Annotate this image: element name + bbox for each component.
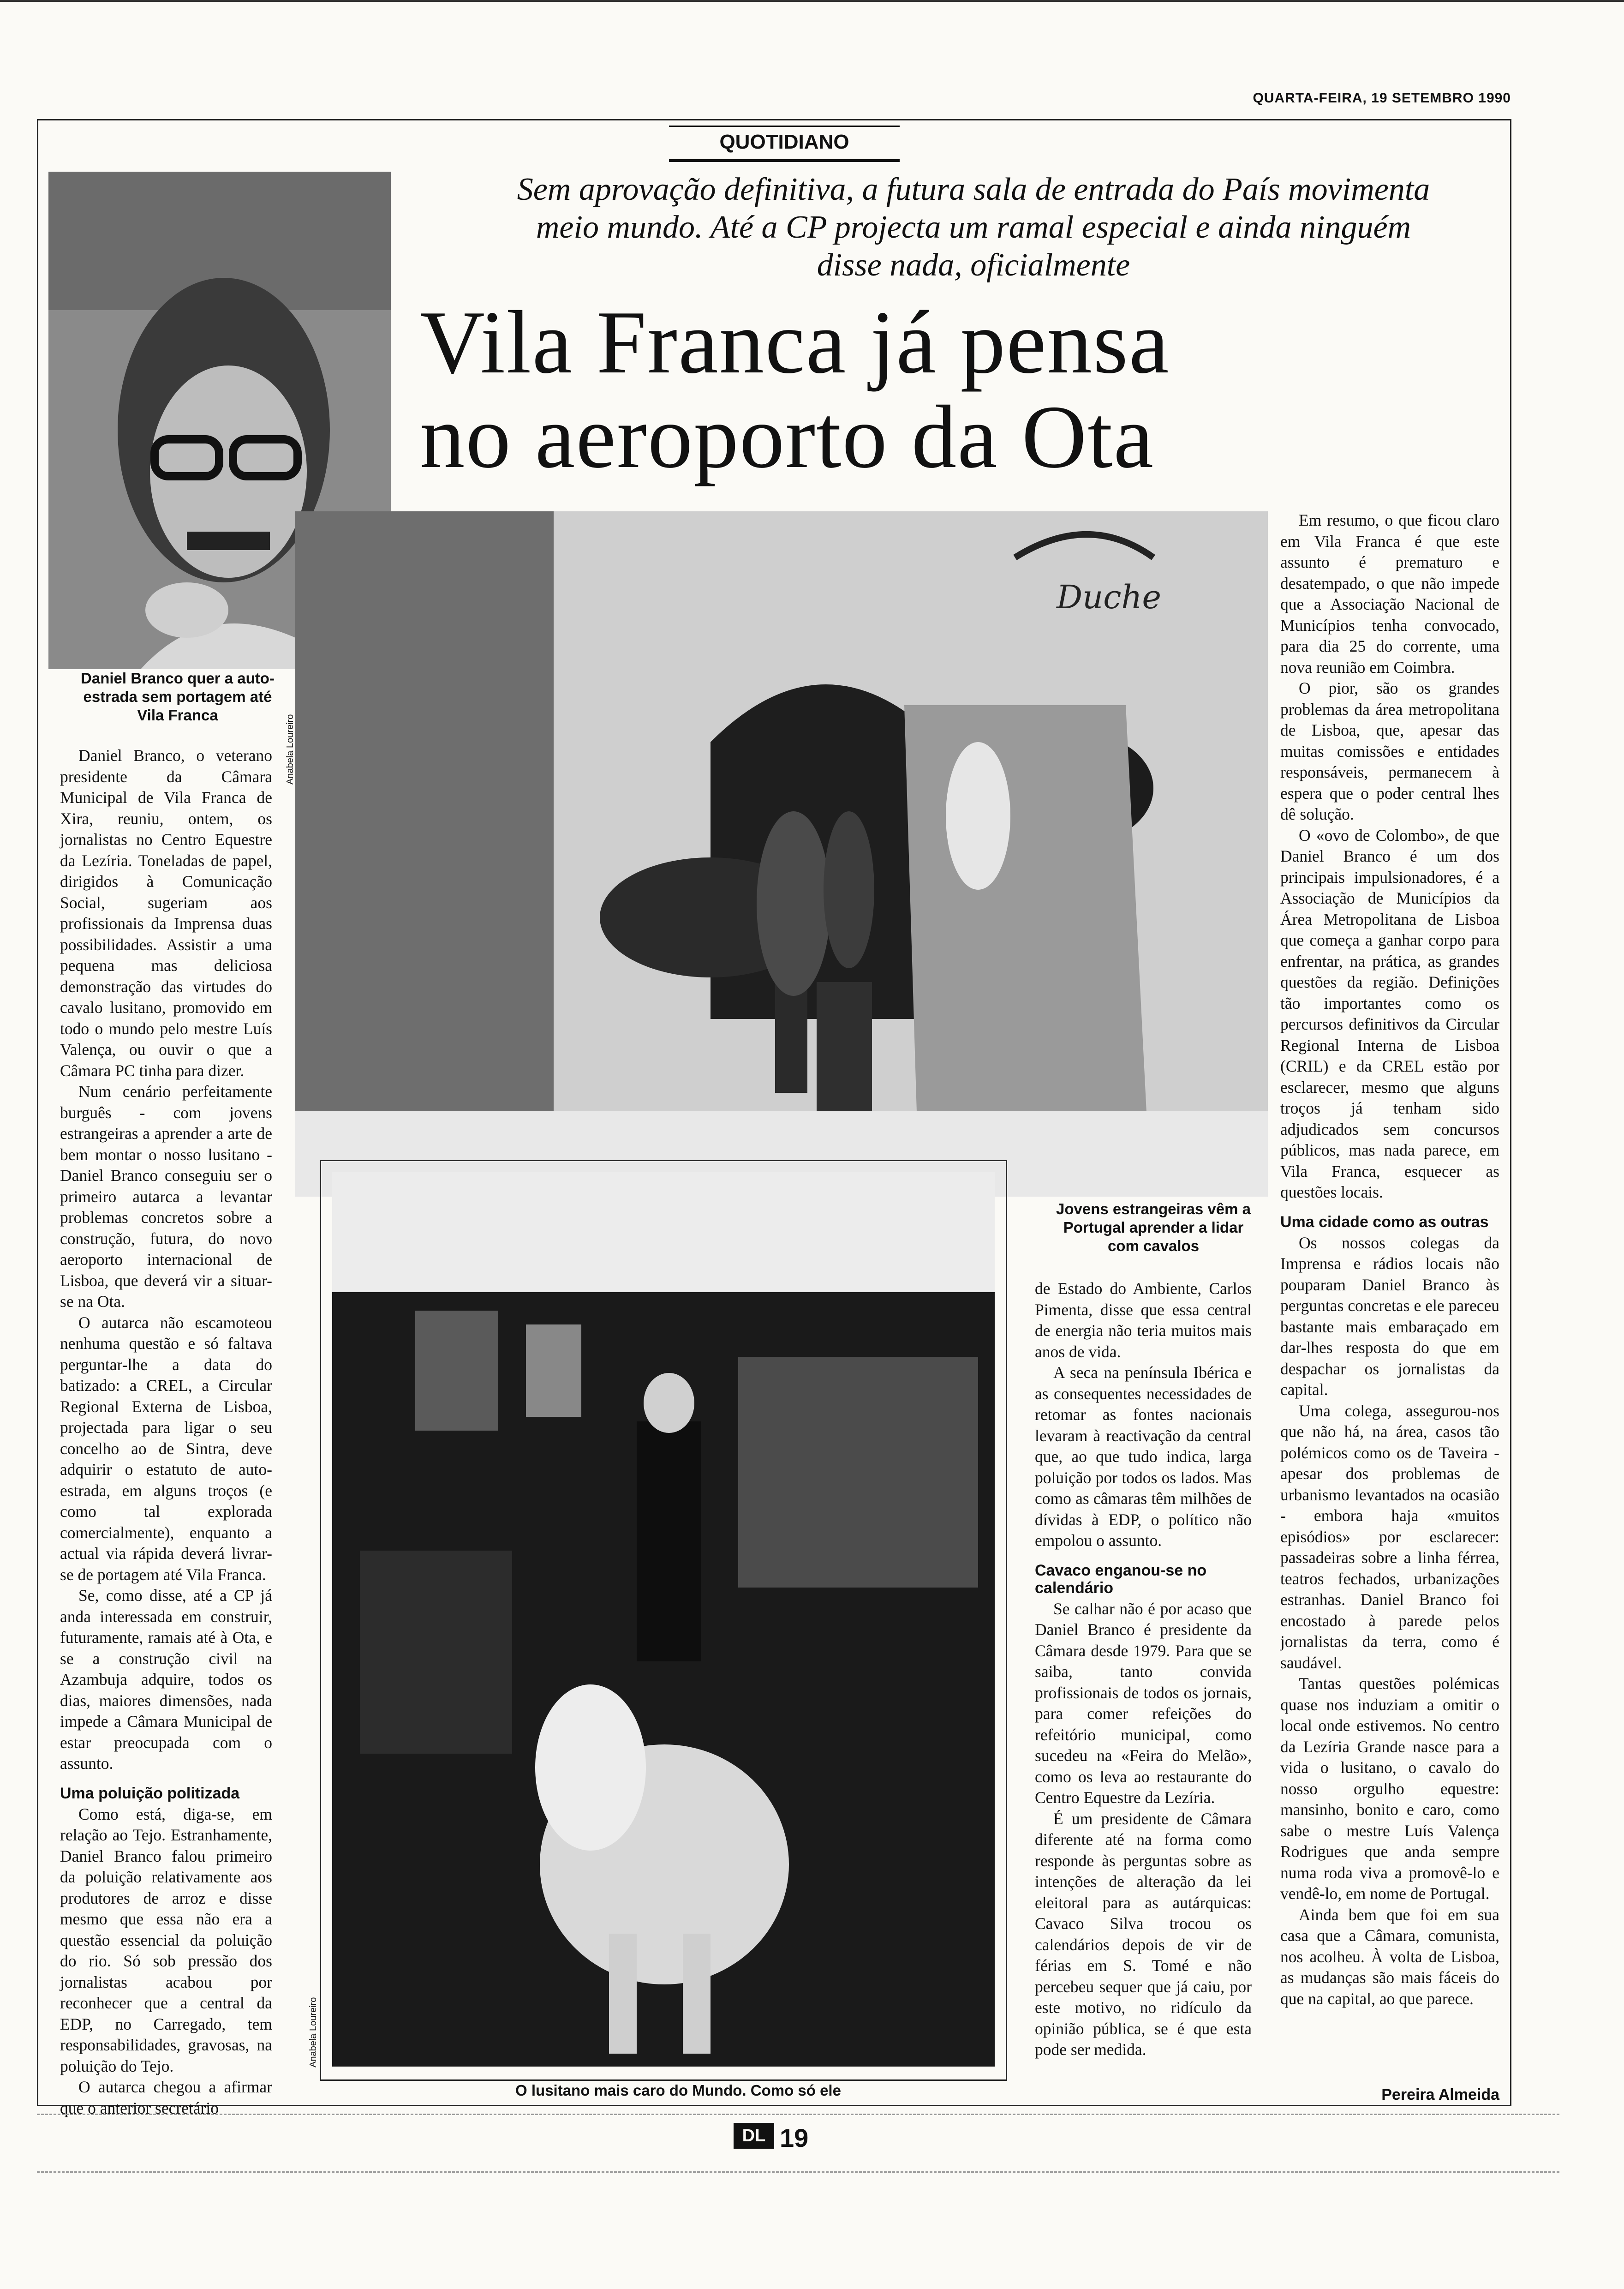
top-rule bbox=[0, 0, 1624, 2]
rider-credit: Anabela Loureiro bbox=[308, 1997, 318, 2067]
article-column-3 bbox=[1280, 510, 1499, 2009]
portrait-credit: Anabela Loureiro bbox=[285, 714, 295, 785]
col3-subheading: Uma cidade como as outras bbox=[1280, 1213, 1489, 1231]
article-column-1 bbox=[60, 745, 272, 2119]
col2-subheading: Cavaco enganou-se no calendário bbox=[1035, 1561, 1207, 1597]
stable-photo bbox=[295, 511, 1268, 1197]
col1-paragraph: O autarca chegou a afirmar que o anterior secretário bbox=[60, 2078, 272, 2117]
rider-caption: O lusitano mais caro do Mundo. Como só ele bbox=[515, 2082, 841, 2099]
col3-paragraph: O «ovo de Colombo», de que Daniel Branco é um dos principais impulsionadores, é a Associação de Municípios da Área Metropolitana de Lisboa que começa a ganhar corpo para enfrentar, na prática, as grandes questões da região. Definições tão importantes como os percursos definitivos da Circular Regional Interna de Lisboa (CRIL) e da CREL estão por esclarecer, mesmo que alguns troços já tenham sido adjudicados sem concursos públicos, mas nada parece, em Vila Franca, esquecer as questões locais. bbox=[1280, 826, 1499, 1201]
col1-subheading: Uma poluição politizada bbox=[60, 1784, 240, 1802]
col3-paragraph: Ainda bem que foi em sua casa que a Câmara, comunista, nos acolheu. À volta de Lisboa, as mudanças são mais fáceis do que na capital, ao que parece. bbox=[1280, 1905, 1499, 2008]
col3-paragraph: Uma colega, assegurou-nos que não há, na área, casos tão polémicos como os de Taveira - apesar dos problemas de urbanismo levantados na ocasião - embora haja «muitos episódios» por esclarecer: passadeiras sobre a linha férrea, teatros fechados, urbanizações estranhas. Daniel Branco foi encostado à parede pelos jornalistas da terra, como é saudável. bbox=[1280, 1401, 1499, 1672]
stable-sign-text: Duche bbox=[1057, 578, 1161, 616]
col1-paragraph: Num cenário perfeitamente burguês - com jovens estrangeiras a aprender a arte de bem montar o nosso lusitano - Daniel Branco conseguiu ser o primeiro autarca a levantar problemas concretos sobre a construção, futura, do novo aeroporto internacional de Lisboa, que deverá vir a situar-se na Ota. bbox=[60, 1082, 272, 1311]
col3-paragraph: Em resumo, o que ficou claro em Vila Franca é que este assunto é prematuro e desatempado, o que não impede que a Associação Nacional de Municípios tenha convocado, para dia 25 do corrente, uma nova reunião em Coimbra. bbox=[1280, 511, 1499, 677]
rider-image bbox=[332, 1172, 995, 2067]
headline bbox=[420, 295, 1343, 485]
portrait-caption: Daniel Branco quer a auto-estrada sem portagem até Vila Franca bbox=[81, 670, 275, 724]
stable-image bbox=[295, 511, 1268, 1197]
col2-paragraph: de Estado do Ambiente, Carlos Pimenta, disse que essa central de energia não teria muitos mais anos de vida. bbox=[1035, 1279, 1252, 1361]
col1-paragraph: Se, como disse, até a CP já anda interessada em construir, futuramente, ramais até à Ota, e se a construção civil na Azambuja adquire, todos os dias, maiores dimensões, nada impede a Câmara Municipal de estar preocupada com o assunto. bbox=[60, 1586, 272, 1773]
footer-rule-lower bbox=[37, 2171, 1559, 2173]
page-number: 19 bbox=[780, 2123, 809, 2152]
col1-paragraph: Como está, diga-se, em relação ao Tejo. Estranhamente, Daniel Branco falou primeiro da poluição relativamente aos produtores de arroz e disse mesmo que essa não era a questão essencial da poluição do rio. Só sob pressão dos jornalistas acabou por reconhecer que a central da EDP, no Carregado, tem responsabilidades, gravosas, na poluição do Tejo. bbox=[60, 1804, 272, 2075]
byline: Pereira Almeida bbox=[1381, 2086, 1499, 2103]
section-label: QUOTIDIANO bbox=[669, 126, 900, 162]
kicker: Sem aprovação definitiva, a futura sala de entrada do País movimenta meio mundo. Até a CP projecta um ramal especial e ainda ninguém disse nada, oficialmente bbox=[517, 172, 1430, 283]
headline-line-2: no aeroporto da Ota bbox=[420, 387, 1155, 487]
col2-paragraph: A seca na península Ibérica e as consequentes necessidades de retomar as fontes nacionais levaram à reactivação da central que, ao que tudo indica, larga poluição por todos os lados. Mas como as câmaras têm milhões de dívidas à EDP, o político não empolou o assunto. bbox=[1035, 1363, 1252, 1550]
article-column-2 bbox=[1035, 1278, 1252, 2061]
col2-paragraph: É um presidente de Câmara diferente até na forma como responde às perguntas sobre as intenções de alteração da lei eleitoral para as autárquicas: Cavaco Silva trocou os calendários depois de vir de férias em S. Tomé e não percebeu sequer que já caiu, por este motivo, no ridículo da opinião pública, se é que esta pode ser medida. bbox=[1035, 1809, 1252, 2059]
col3-paragraph: O pior, são os grandes problemas da área metropolitana de Lisboa, que, apesar das muitas comissões e entidades responsáveis, permanecem à espera que o poder central lhes dê solução. bbox=[1280, 679, 1499, 823]
headline-line-1: Vila Franca já pensa bbox=[420, 293, 1170, 392]
stable-caption: Jovens estrangeiras vêm a Portugal aprender a lidar com cavalos bbox=[1056, 1200, 1251, 1254]
col1-paragraph: Daniel Branco, o veterano presidente da Câmara Municipal de Vila Franca de Xira, reuniu, ontem, os jornalistas no Centro Equestre da Lezíria. Toneladas de papel, dirigidos à Comunicação Social, sugeriam aos profissionais da Imprensa duas possibilidades. Assistir a uma pequena mas deliciosa demonstração das virtudes do cavalo lusitano, promovido em todo o mundo pelo mestre Luís Valença, ou ouvir o que a Câmara PC tinha para dizer. bbox=[60, 746, 272, 1080]
footer-rule bbox=[37, 2114, 1559, 2115]
newspaper-logo: DL bbox=[734, 2123, 774, 2149]
rider-photo bbox=[332, 1172, 995, 2067]
col1-paragraph: O autarca não escamoteou nenhuma questão e só faltava perguntar-lhe a data do batizado: a CREL, a Circular Regional Externa de Lisboa, projectada para ligar o seu concelho ao de Sintra, deve adquirir o estatuto de auto-estrada, em alguns troços (e como tal explorada comercialmente), enquanto a actual via rápida deverá livrar-se de portagem até Vila Franca. bbox=[60, 1313, 272, 1584]
dateline: QUARTA-FEIRA, 19 SETEMBRO 1990 bbox=[1253, 90, 1511, 106]
col3-paragraph: Tantas questões polémicas quase nos induziam a omitir o local onde estivemos. No centro da Lezíria Grande nasce para a vida o lusitano, o cavalo do nosso orgulho equestre: mansinho, bonito e caro, como sabe o mestre Luís Valença Rodrigues que anda sempre numa roda viva a promovê-lo e vendê-lo, em nome de Portugal. bbox=[1280, 1674, 1499, 1903]
col3-paragraph: Os nossos colegas da Imprensa e rádios locais não pouparam Daniel Branco às perguntas concretas e ele pareceu bastante mais embaraçado em dar-lhes resposta do que em despachar os jornalistas da capital. bbox=[1280, 1233, 1499, 1399]
col2-paragraph: Se calhar não é por acaso que Daniel Branco é presidente da Câmara desde 1979. Para que se saiba, tanto convida profissionais de todos os jornais, para comer refeições do refeitório municipal, como sucedeu na «Feira do Melão», como os leva ao restaurante do Centro Equestre da Lezíria. bbox=[1035, 1599, 1252, 1807]
